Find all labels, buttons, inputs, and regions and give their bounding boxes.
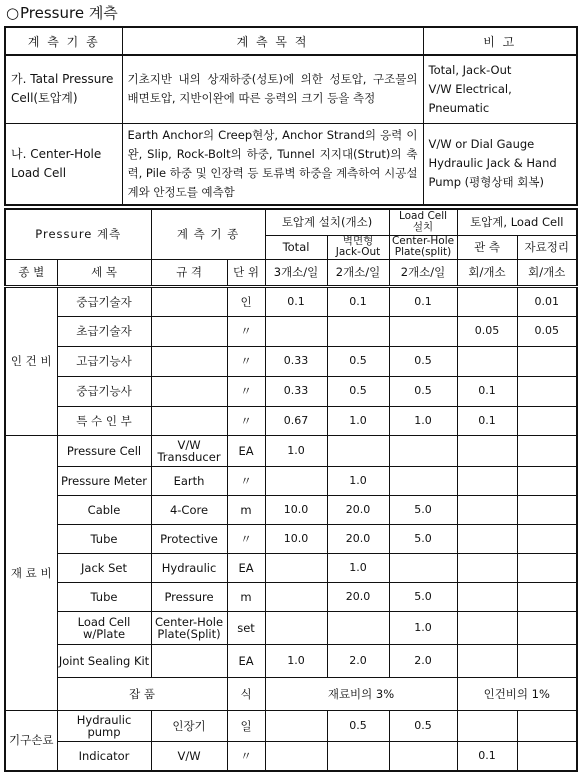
- header-unit: 단 위: [227, 259, 265, 286]
- value-obs: [457, 524, 517, 553]
- unit-cell: EA: [227, 553, 265, 582]
- header-instrument-type: 계 측 기 종: [151, 209, 265, 259]
- value-center: 0.5: [389, 710, 457, 741]
- value-jack: 0.5: [327, 376, 389, 406]
- value-total: 1.0: [265, 435, 327, 466]
- value-data: [517, 435, 577, 466]
- value-center: [389, 435, 457, 466]
- value-obs: [457, 710, 517, 741]
- item-line: pump: [87, 724, 121, 739]
- item-cell: Joint Sealing Kit: [57, 644, 151, 677]
- value-center: [389, 466, 457, 495]
- value-center: 5.0: [389, 495, 457, 524]
- spec-line: Plate(Split): [157, 626, 221, 641]
- value-jack: 0.1: [327, 286, 389, 316]
- spec-cell: Hydraulic: [151, 553, 227, 582]
- instrument-purpose-table: [4, 26, 578, 206]
- header-purpose: 계 측 목 적: [122, 27, 423, 55]
- cost-table: [4, 208, 578, 772]
- item-cell: 중급기능사: [57, 376, 151, 406]
- value-data: [517, 466, 577, 495]
- value-jack: 0.5: [327, 346, 389, 376]
- value-center: [389, 316, 457, 346]
- spec-line: Center-Hole: [154, 614, 224, 629]
- value-obs: [457, 466, 517, 495]
- item-cell: Pressure Cell: [57, 435, 151, 466]
- value-jack: [327, 435, 389, 466]
- header-group-line: Load Cell: [398, 210, 448, 223]
- value-jack: [327, 741, 389, 771]
- value-data: [517, 611, 577, 644]
- unit-cell: 〃: [227, 316, 265, 346]
- value-total: 0.67: [265, 406, 327, 435]
- value-jack: 20.0: [327, 582, 389, 611]
- section-title-text: Pressure 계측: [20, 4, 118, 22]
- header-sub-line: Plate(split): [394, 246, 452, 258]
- value-jack: [327, 611, 389, 644]
- value-total: 10.0: [265, 524, 327, 553]
- value-center: [389, 741, 457, 771]
- value-obs: [457, 495, 517, 524]
- instrument-line: Cell(토압계): [11, 91, 78, 106]
- value-total: 0.33: [265, 346, 327, 376]
- item-cell: Indicator: [57, 741, 151, 771]
- purpose-cell: 기초지반 내의 상재하중(성토)에 의한 성토압, 구조물의 배면토압, 지반이완에 따른 응력의 크기 등을 측정: [122, 55, 423, 123]
- item-cell: Pressure Meter: [57, 466, 151, 495]
- value-data: [517, 741, 577, 771]
- spec-cell: [151, 611, 227, 644]
- value-jack: 20.0: [327, 524, 389, 553]
- value-jack: 1.0: [327, 406, 389, 435]
- value-total: [265, 316, 327, 346]
- item-cell: 중급기술자: [57, 286, 151, 316]
- instrument-cell: [5, 123, 122, 205]
- header-sub-line: 벽면형: [342, 235, 374, 247]
- header-instrument-type: 계 측 기 종: [5, 27, 122, 55]
- header-total: Total: [265, 235, 327, 259]
- spec-cell: V/W: [151, 741, 227, 771]
- header-observation: 관 측: [457, 235, 517, 259]
- value-data: [517, 346, 577, 376]
- unit-cell: 〃: [227, 741, 265, 771]
- header-jack-out: [327, 235, 389, 259]
- spec-cell: [151, 644, 227, 677]
- item-line: Hydraulic: [76, 712, 132, 727]
- value-jack: 2.0: [327, 644, 389, 677]
- unit-cell: EA: [227, 435, 265, 466]
- value-total: 0.1: [265, 286, 327, 316]
- category-tool-wear: 기구손료: [5, 710, 57, 771]
- unit-cell: 〃: [227, 346, 265, 376]
- instrument-line: 나. Center-Hole: [11, 146, 102, 161]
- value-total: 0.33: [265, 376, 327, 406]
- value-total: [265, 466, 327, 495]
- header-group-line: 설치: [412, 221, 434, 234]
- header-item: 세 목: [57, 259, 151, 286]
- header-remarks: 비 고: [423, 27, 577, 55]
- header-group-load-cell: [389, 209, 457, 235]
- category-labor: 인 건 비: [5, 286, 57, 435]
- value-data: [517, 406, 577, 435]
- value-obs: [457, 611, 517, 644]
- value-obs: [457, 582, 517, 611]
- value-data: [517, 553, 577, 582]
- header-sub-line: Center-Hole: [391, 235, 455, 247]
- item-cell: [57, 710, 151, 741]
- unit-cell: m: [227, 582, 265, 611]
- value-center: [389, 553, 457, 582]
- unit-cell: 일: [227, 710, 265, 741]
- header-category: 종 별: [5, 259, 57, 286]
- spec-cell: [151, 346, 227, 376]
- unit-cell: set: [227, 611, 265, 644]
- value-center: 5.0: [389, 524, 457, 553]
- header-group-observation: 토압계, Load Cell: [457, 209, 577, 235]
- misc-labor-percent: 인건비의 1%: [457, 677, 577, 710]
- remarks-cell: [423, 55, 577, 123]
- spec-line: V/W: [177, 437, 201, 452]
- spec-line: Transducer: [157, 449, 221, 464]
- spec-cell: [151, 376, 227, 406]
- value-jack: 20.0: [327, 495, 389, 524]
- value-data: [517, 495, 577, 524]
- unit-cell: EA: [227, 644, 265, 677]
- header-sub-line: Jack-Out: [335, 246, 381, 258]
- unit-cell: 〃: [227, 466, 265, 495]
- value-center: 5.0: [389, 582, 457, 611]
- item-cell: Load Cell w/Plate: [57, 611, 151, 644]
- header-center-hole: [389, 235, 457, 259]
- spec-cell: [151, 406, 227, 435]
- unit-cell: 〃: [227, 524, 265, 553]
- spec-cell: [151, 286, 227, 316]
- unit-cell: 인: [227, 286, 265, 316]
- value-obs: 0.1: [457, 376, 517, 406]
- unit-cell: 〃: [227, 406, 265, 435]
- value-jack: [327, 316, 389, 346]
- value-jack: 1.0: [327, 466, 389, 495]
- value-data: 0.01: [517, 286, 577, 316]
- misc-item: 잡 품: [57, 677, 227, 710]
- remarks-line: V/W Electrical,: [428, 81, 512, 96]
- remarks-cell: [423, 123, 577, 205]
- item-cell: 초급기술자: [57, 316, 151, 346]
- value-jack: 1.0: [327, 553, 389, 582]
- spec-cell: 4-Core: [151, 495, 227, 524]
- remarks-line: Hydraulic Jack & Hand: [428, 156, 557, 170]
- value-obs: 0.1: [457, 406, 517, 435]
- value-total: 10.0: [265, 495, 327, 524]
- value-data: [517, 644, 577, 677]
- value-data: 0.05: [517, 316, 577, 346]
- header-rate-total: 3개소/일: [265, 259, 327, 286]
- value-obs: [457, 644, 517, 677]
- spec-cell: Earth: [151, 466, 227, 495]
- remarks-line: V/W or Dial Gauge: [428, 137, 535, 151]
- misc-unit: 식: [227, 677, 265, 710]
- header-rate-jack: 2개소/일: [327, 259, 389, 286]
- value-total: [265, 611, 327, 644]
- instrument-line: 가. Tatal Pressure: [11, 72, 114, 87]
- spec-cell: [151, 316, 227, 346]
- header-title: Pressure 계측: [5, 209, 151, 259]
- value-data: [517, 376, 577, 406]
- item-cell: Tube: [57, 582, 151, 611]
- value-obs: [457, 286, 517, 316]
- item-cell: Tube: [57, 524, 151, 553]
- section-title: [6, 2, 118, 24]
- instrument-line: Load Cell: [11, 165, 67, 180]
- spec-cell: Pressure: [151, 582, 227, 611]
- item-cell: 특 수 인 부: [57, 406, 151, 435]
- value-data: [517, 582, 577, 611]
- header-group-earth-pressure: 토압계 설치(개소): [265, 209, 389, 235]
- value-center: 1.0: [389, 611, 457, 644]
- value-total: [265, 741, 327, 771]
- unit-cell: m: [227, 495, 265, 524]
- item-cell: Jack Set: [57, 553, 151, 582]
- remarks-line: Pump (평형상태 회복): [428, 175, 544, 189]
- circle-bullet-icon: ○: [6, 4, 20, 22]
- value-obs: 0.1: [457, 741, 517, 771]
- spec-cell: [151, 435, 227, 466]
- value-center: 0.5: [389, 346, 457, 376]
- header-rate-center: 2개소/일: [389, 259, 457, 286]
- value-data: [517, 524, 577, 553]
- value-center: 0.1: [389, 286, 457, 316]
- value-total: [265, 582, 327, 611]
- remarks-line: Pneumatic: [428, 100, 490, 115]
- value-center: 2.0: [389, 644, 457, 677]
- value-center: 1.0: [389, 406, 457, 435]
- value-total: [265, 553, 327, 582]
- header-rate-data: 회/개소: [517, 259, 577, 286]
- item-cell: 고급기능사: [57, 346, 151, 376]
- value-jack: 0.5: [327, 710, 389, 741]
- value-obs: [457, 346, 517, 376]
- header-data-processing: 자료정리: [517, 235, 577, 259]
- misc-material-percent: 재료비의 3%: [265, 677, 457, 710]
- value-center: 0.5: [389, 376, 457, 406]
- header-rate-obs: 회/개소: [457, 259, 517, 286]
- spec-cell: 인장기: [151, 710, 227, 741]
- value-obs: 0.05: [457, 316, 517, 346]
- value-total: [265, 710, 327, 741]
- spec-cell: Protective: [151, 524, 227, 553]
- instrument-cell: [5, 55, 122, 123]
- unit-cell: 〃: [227, 376, 265, 406]
- header-spec: 규 격: [151, 259, 227, 286]
- purpose-cell: Earth Anchor의 Creep현상, Anchor Strand의 응력 이완, Slip, Rock-Bolt의 하중, Tunnel 지지대(Strut)의 축력, Pile 하중 및 인장력 등 토류벽 하중을 계측하여 시공설계와 안정도를 예측함: [122, 123, 423, 205]
- value-total: 1.0: [265, 644, 327, 677]
- remarks-line: Total, Jack-Out: [428, 62, 512, 77]
- value-data: [517, 710, 577, 741]
- category-material: 재 료 비: [5, 435, 57, 710]
- item-cell: Cable: [57, 495, 151, 524]
- value-obs: [457, 435, 517, 466]
- value-obs: [457, 553, 517, 582]
